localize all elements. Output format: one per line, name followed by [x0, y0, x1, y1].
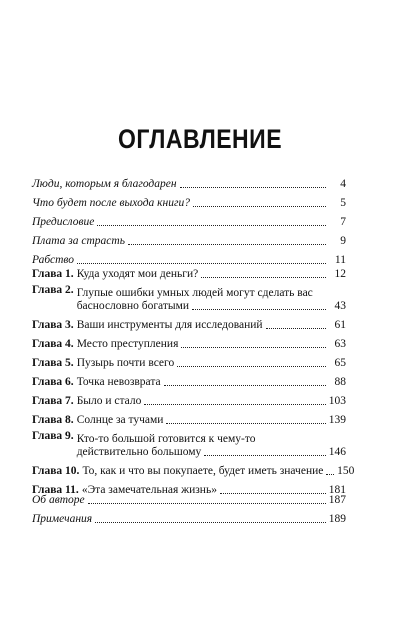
leader-dots — [97, 225, 326, 226]
chapter-number: Глава 10. — [32, 465, 80, 477]
chapter-page: 12 — [334, 268, 346, 280]
chapter-page: 63 — [334, 338, 346, 350]
toc-chapter-entry — [32, 313, 346, 332]
toc-chapter-entry — [32, 408, 346, 427]
chapter-title: Солнце за тучами — [76, 414, 164, 426]
leader-dots — [128, 244, 326, 245]
leader-dots — [164, 385, 326, 386]
chapter-page: 146 — [328, 446, 346, 458]
chapter-title: Место преступления — [76, 338, 179, 350]
leader-dots — [326, 474, 334, 475]
toc-entry — [32, 229, 346, 248]
toc-front-section — [32, 172, 346, 267]
chapter-title-continued: действительно большому — [76, 446, 202, 458]
toc-entry-label: Рабство — [32, 254, 74, 266]
chapter-page: 43 — [334, 300, 346, 312]
chapter-number: Глава 7. — [32, 395, 74, 407]
chapter-number: Глава 3. — [32, 319, 74, 331]
chapter-title: «Эта замечательная жизнь» — [81, 484, 217, 496]
leader-dots — [177, 366, 326, 367]
toc-chapter-entry — [32, 459, 355, 478]
leader-dots — [180, 187, 326, 188]
chapter-number: Глава 8. — [32, 414, 74, 426]
toc-chapter-entry — [32, 370, 346, 389]
toc-entry-label: Примечания — [32, 513, 93, 525]
toc-entry-label: Об авторе — [32, 494, 85, 506]
toc-chapter-entry — [32, 389, 346, 408]
chapter-title: Пузырь почти всего — [76, 357, 175, 369]
toc-entry-label: Плата за страсть — [32, 235, 125, 247]
toc-entry-page: 4 — [340, 178, 346, 190]
chapter-number: Глава 5. — [32, 357, 74, 369]
toc-entry-page: 7 — [340, 216, 346, 228]
chapter-page: 181 — [328, 484, 346, 496]
leader-dots — [192, 309, 326, 310]
chapter-title: Ваши инструменты для исследований — [76, 319, 263, 331]
toc-entry — [32, 191, 346, 210]
leader-dots — [201, 277, 326, 278]
toc-entry-label: Люди, которым я благодарен — [32, 178, 177, 190]
toc-entry-page: 9 — [340, 235, 346, 247]
toc-chapter-entry — [32, 262, 346, 281]
chapter-title-continued: баснословно богатыми — [76, 300, 190, 312]
chapter-number: Глава 2. — [32, 284, 74, 296]
chapter-number: Глава 4. — [32, 338, 74, 350]
chapter-title: То, как и что вы покупаете, будет иметь значение — [82, 465, 324, 477]
chapter-number: Глава 6. — [32, 376, 74, 388]
leader-dots — [95, 522, 326, 523]
chapter-number: Глава 11. — [32, 484, 79, 496]
leader-dots — [204, 455, 326, 456]
chapter-title: Кто-то большой готовится к чему-то — [76, 433, 256, 445]
toc-entry — [32, 507, 346, 526]
chapter-title: Куда уходят мои деньги? — [76, 268, 199, 280]
toc-chapters-section — [32, 262, 355, 497]
toc-entry-label: Предисловие — [32, 216, 95, 228]
chapter-page: 88 — [334, 376, 346, 388]
chapter-number: Глава 9. — [32, 430, 74, 442]
chapter-number: Глава 1. — [32, 268, 74, 280]
leader-dots — [181, 347, 326, 348]
toc-chapter-entry — [32, 332, 346, 351]
toc-entry — [32, 488, 346, 507]
leader-dots — [266, 328, 326, 329]
toc-entry-label: Что будет после выхода книги? — [32, 197, 190, 209]
chapter-page: 65 — [334, 357, 346, 369]
chapter-title: Точка невозврата — [76, 376, 161, 388]
leader-dots — [88, 503, 326, 504]
leader-dots — [193, 206, 326, 207]
toc-back-section — [32, 488, 346, 526]
toc-entry — [32, 172, 346, 191]
toc-chapter-entry — [32, 281, 346, 313]
toc-entry-page: 187 — [328, 494, 346, 506]
chapter-title: Было и стало — [76, 395, 142, 407]
toc-chapter-entry — [32, 351, 346, 370]
page-title: ОГЛАВЛЕНИЕ — [117, 123, 283, 154]
chapter-page: 139 — [328, 414, 346, 426]
toc-entry — [32, 210, 346, 229]
leader-dots — [166, 423, 326, 424]
chapter-title: Глупые ошибки умных людей могут сделать вас — [76, 287, 313, 299]
toc-chapter-entry — [32, 427, 346, 459]
chapter-page: 61 — [334, 319, 346, 331]
chapter-page: 103 — [328, 395, 346, 407]
chapter-page: 150 — [337, 465, 355, 477]
toc-entry-page: 5 — [340, 197, 346, 209]
toc-entry-page: 11 — [334, 254, 346, 266]
leader-dots — [144, 404, 326, 405]
toc-entry-page: 189 — [328, 513, 346, 525]
